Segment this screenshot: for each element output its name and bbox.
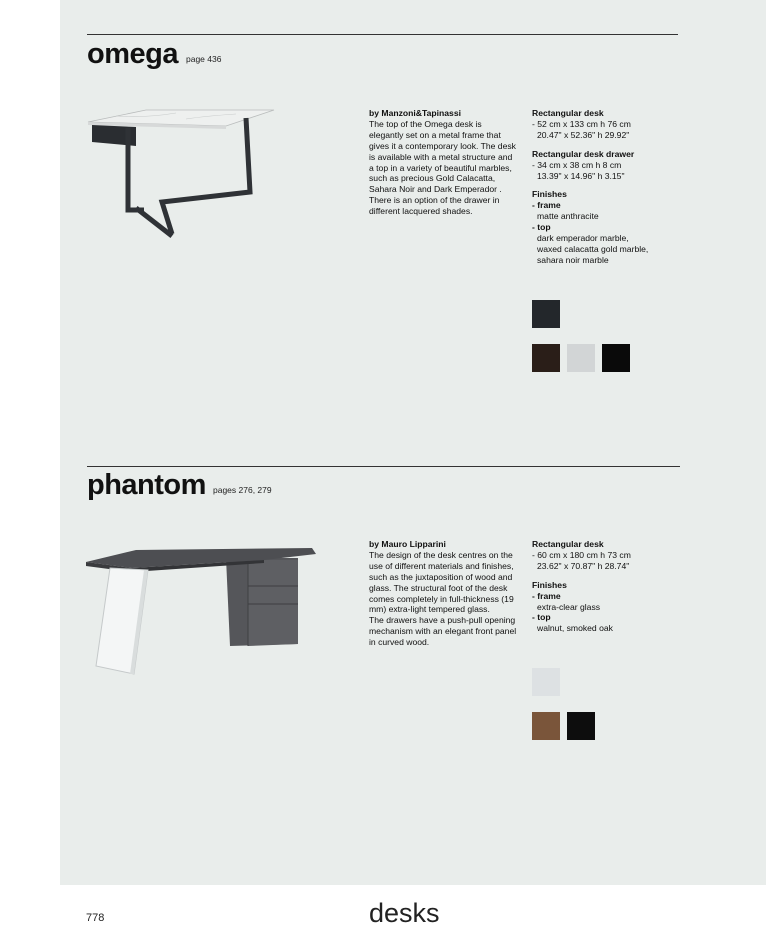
phantom-frame-value: extra-clear glass xyxy=(537,601,601,612)
omega-drawer-heading: Rectangular desk drawer xyxy=(532,148,635,159)
omega-swatch-frame-anthracite xyxy=(532,300,560,328)
omega-frame-label: - frame xyxy=(532,200,561,211)
phantom-desk-dims-in: 23.62" x 70.87" h 28.74" xyxy=(537,560,630,571)
phantom-title: phantom xyxy=(87,469,206,501)
omega-title: omega xyxy=(87,38,178,70)
omega-page-ref[interactable]: page 436 xyxy=(186,54,222,64)
omega-swatch-calacatta-gold xyxy=(567,344,595,372)
omega-author: by Manzoni&Tapinassi xyxy=(369,108,461,118)
phantom-description xyxy=(369,539,517,648)
phantom-desk-image xyxy=(86,540,326,680)
omega-top-value-3: sahara noir marble xyxy=(537,254,609,265)
phantom-desk-dims-cm: - 60 cm x 180 cm h 73 cm xyxy=(532,549,631,560)
omega-frame-value: matte anthracite xyxy=(537,211,599,222)
omega-drawer-dims-cm: - 34 cm x 38 cm h 8 cm xyxy=(532,159,622,170)
page-number: 778 xyxy=(86,912,105,924)
omega-desk-image xyxy=(86,104,286,244)
phantom-frame-label: - frame xyxy=(532,590,561,601)
omega-specs xyxy=(532,108,682,266)
omega-drawer-dims-in: 13.39" x 14.96" h 3.15" xyxy=(537,170,625,181)
phantom-finishes-heading: Finishes xyxy=(532,579,567,590)
omega-swatch-dark-emperador xyxy=(532,344,560,372)
phantom-specs xyxy=(532,539,682,634)
omega-swatch-sahara-noir xyxy=(602,344,630,372)
omega-finishes-heading: Finishes xyxy=(532,189,567,200)
omega-top-value-2: waxed calacatta gold marble, xyxy=(537,243,649,254)
omega-divider xyxy=(87,34,678,35)
phantom-swatch-walnut xyxy=(532,712,560,740)
phantom-top-label: - top xyxy=(532,612,551,623)
phantom-desk-heading: Rectangular desk xyxy=(532,539,604,549)
section-title: desks xyxy=(369,898,440,928)
phantom-description-text-1: The design of the desk centres on the use of different materials and finishes, such as the juxtaposition of wood and glass. The structural foot of the desk comes completely in full-thickness (19 mm) extra-light tempered glass. xyxy=(369,549,514,615)
phantom-author: by Mauro Lipparini xyxy=(369,539,446,549)
phantom-page-ref[interactable]: pages 276, 279 xyxy=(213,485,272,495)
omega-desk-dims-in: 20.47" x 52.36" h 29.92" xyxy=(537,129,630,140)
omega-top-label: - top xyxy=(532,222,551,233)
omega-top-value-1: dark emperador marble, xyxy=(537,233,629,244)
phantom-swatch-extra-clear-glass xyxy=(532,668,560,696)
phantom-top-value: walnut, smoked oak xyxy=(537,623,613,634)
omega-description-text: The top of the Omega desk is elegantly set on a metal frame that gives it a contemporary look. The desk is available with a metal structure and a top in a variety of beautiful marbles, such as precious Gold Calacatta, Sahara Noir and Dark Emperador . There is an option of the drawer in different lacquered shades. xyxy=(369,118,516,217)
phantom-swatch-smoked-oak xyxy=(567,712,595,740)
omega-desk-heading: Rectangular desk xyxy=(532,108,604,118)
omega-desk-dims-cm: - 52 cm x 133 cm h 76 cm xyxy=(532,118,631,129)
omega-description xyxy=(369,108,517,217)
phantom-description-text-2: The drawers have a push-pull opening mechanism with an elegant front panel in curved wood. xyxy=(369,615,517,648)
phantom-divider xyxy=(87,466,680,467)
